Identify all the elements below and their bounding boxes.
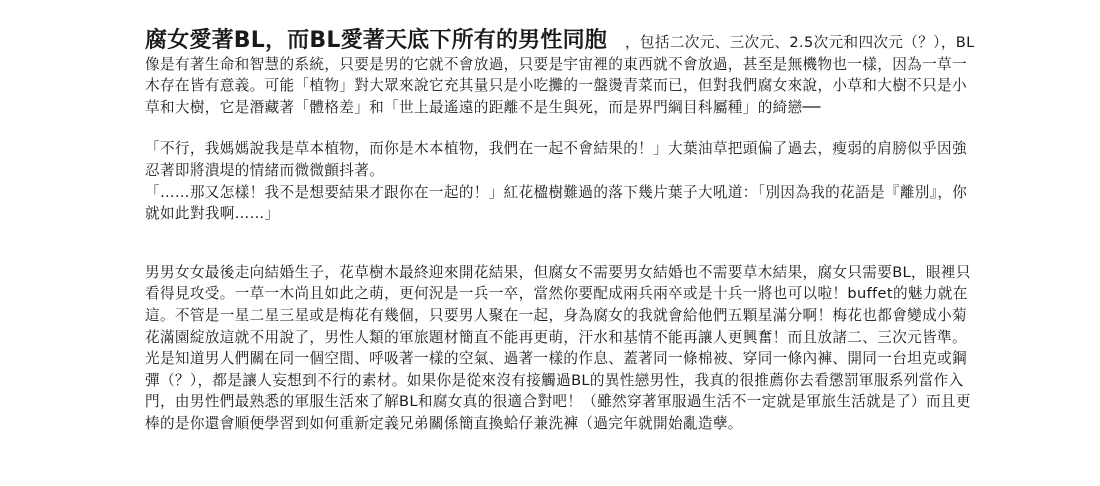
dialogue-line-1: 「不行，我媽媽說我是草本植物，而你是木本植物，我們在一起不會結果的！」大葉油草把頭偏了過去，瘦弱的肩膀似乎因強忍著即將潰堤的情緒而微微顫抖著。: [145, 140, 967, 179]
intro-paragraph: [145, 30, 975, 118]
dialogue-line-2: 「……那又怎樣！我不是想要結果才跟你在一起的！」紅花楹樹難過的落下幾片葉子大吼道：「別因為我的花語是『離別』，你就如此對我啊……」: [145, 183, 968, 223]
headline: 腐女愛著BL，而BL愛著天底下所有的男性同胞: [145, 28, 607, 53]
closing-paragraph: 男男女女最後走向結婚生子，花草樹木最終迎來開花結果，但腐女不需要男女結婚也不需要草木結果，腐女只需要BL，眼裡只看得見攻受。一草一木尚且如此之萌，更何況是一兵一卒，當然你要配成兩兵兩卒或是十兵一將也可以啦！buffet的魅力就在這。不管是一星二星三星或是梅花有幾個，只要男人聚在一起，身為腐女的我就會給他們五顆星滿分啊！梅花也都會變成小菊花滿園綻放這就不用說了，男性人類的軍旅題材簡直不能再更萌，汗水和基情不能再讓人更興奮！而且放諸二、三次元皆準。光是知道男人們關在同一個空間、呼吸著一樣的空氣、過著一樣的作息、蓋著同一條棉被、穿同一條內褲、開同一台坦克或鋼彈（？），都是讓人妄想到不行的素材。如果你是從來沒有接觸過BL的異性戀男性，我真的很推薦你去看懲罰軍服系列當作入門，由男性們最熟悉的軍服生活來了解BL和腐女真的很適合對吧！（雖然穿著軍服過生活不一定就是軍旅生活就是了）而且更棒的是你還會順便學習到如何重新定義兄弟關係簡直換蛤仔兼洗褲（過完年就開始亂造孽。: [145, 263, 971, 432]
article: [145, 30, 975, 435]
paragraph-spacer: [145, 225, 975, 262]
paragraph-spacer: [145, 118, 975, 138]
intro-text: ，包括二次元、三次元、2.5次元和四次元（？），BL像是有著生命和智慧的系統，只要是男的它就不會放過，只要是宇宙裡的東西就不會放過，甚至是無機物也一樣，因為一草一木存在皆有意義。可能「植物」對大眾來說它充其量只是小吃攤的一盤燙青菜而已，但對我們腐女來說，小草和大樹不只是小草和大樹，它是潛藏著「體格差」和「世上最遙遠的距離不是生與死，而是界門綱目科屬種」的綺戀──: [145, 34, 975, 116]
